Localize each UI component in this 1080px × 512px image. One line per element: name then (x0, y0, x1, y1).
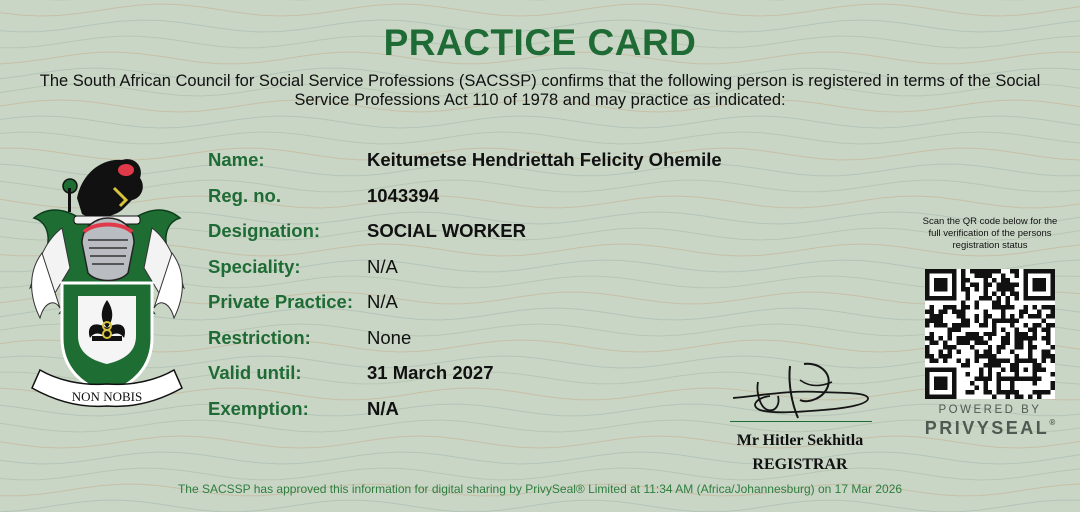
qr-instructions: Scan the QR code below for the full verification of the persons registration status (922, 216, 1058, 251)
field-label: Reg. no. (208, 184, 281, 206)
registrar-name: Mr Hitler Sekhitla (736, 432, 864, 449)
field-value: None (367, 326, 412, 348)
coat-of-arms-icon (22, 148, 192, 416)
field-label: Speciality: (208, 255, 301, 277)
registrar-title: REGISTRAR (752, 456, 848, 473)
field-value: 1043394 (367, 184, 440, 206)
field-label: Name: (208, 149, 265, 170)
qr-code[interactable] (925, 269, 1055, 399)
field-value: N/A (367, 397, 399, 419)
field-label: Restriction: (208, 326, 311, 348)
registrar-signature (728, 360, 873, 426)
field-label: Exemption: (208, 397, 309, 419)
field-value: SOCIAL WORKER (367, 220, 526, 241)
crest-motto: NON NOBIS (71, 389, 143, 404)
field-label: Private Practice: (208, 291, 354, 312)
field-value: N/A (367, 255, 398, 277)
privyseal-logo (920, 418, 1060, 439)
field-label: Valid until: (208, 362, 302, 383)
signature-line (730, 421, 872, 422)
registered-mark: ® (1049, 418, 1056, 427)
field-label: Designation: (208, 220, 321, 241)
field-value: 31 March 2027 (367, 362, 494, 383)
card-title: PRACTICE CARD (383, 22, 697, 63)
powered-by-label: POWERED BY (938, 404, 1042, 416)
intro-statement: The South African Council for Social Service Professions (SACSSP) confirms that the following person is registered in terms of the Social Service Professions Act 110 of 1978 and may practice as indicated: (39, 72, 1041, 109)
field-value: N/A (367, 291, 398, 312)
privyseal-brand: PRIVYSEAL (924, 418, 1050, 438)
footer-disclaimer: The SACSSP has approved this information for digital sharing by PrivySeal® Limited at 11:34 AM (Africa/Johannesburg) on 17 Mar 2026 (177, 482, 903, 496)
field-value: Keitumetse Hendriettah Felicity Ohemile (367, 149, 722, 170)
